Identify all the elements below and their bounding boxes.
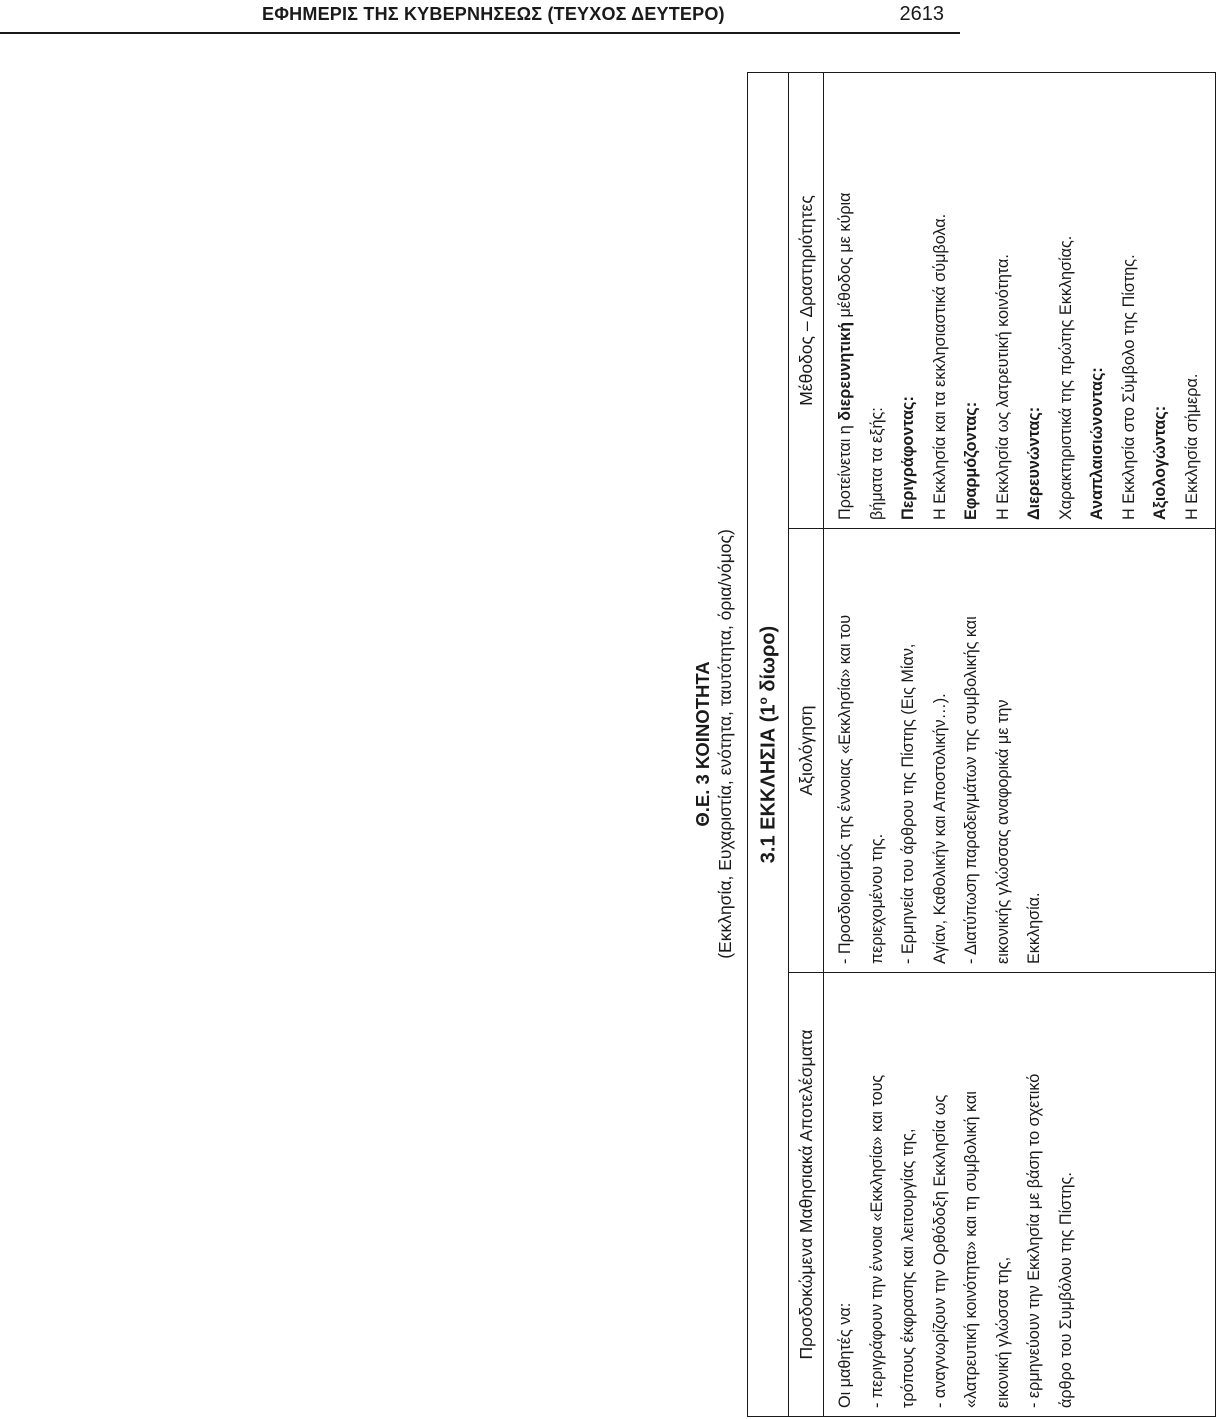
method-intro-line2: βήματα τα εξής:: [867, 407, 886, 520]
method-step-label: Αναπλαισιώνοντας:: [1088, 367, 1106, 520]
gazette-title: ΕΦΗΜΕΡΙΣ ΤΗΣ ΚΥΒΕΡΝΗΣΕΩΣ (ΤΕΥΧΟΣ ΔΕΥΤΕΡΟ): [262, 4, 725, 24]
assessment-line: Εκκλησία.: [1025, 892, 1043, 964]
method-step-text: Η Εκκλησία στο Σύμβολο της Πίστης.: [1119, 254, 1138, 520]
column-header-outcomes: Προσδοκώμενα Μαθησιακά Αποτελέσματα: [789, 973, 824, 1417]
method-step-text: Η Εκκλησία και τα εκκλησιαστικά σύμβολα.: [930, 213, 949, 520]
outcome-line: τρόπους έκφρασης και λειτουργίας της,: [899, 1128, 917, 1408]
method-intro-start: Προτείνεται η: [836, 420, 854, 520]
assessment-cell: [824, 529, 1216, 973]
header-rule: [0, 32, 960, 34]
assessment-line: περιεχομένου της.: [867, 833, 886, 964]
outcome-line: Οι μαθητές να:: [836, 1302, 854, 1408]
curriculum-table: [747, 72, 1216, 1417]
table-caption: [748, 73, 789, 1417]
column-header-assessment: Αξιολόγηση: [789, 529, 824, 973]
section-title: Θ.Ε. 3 ΚΟΙΝΟΤΗΤΑ: [692, 661, 713, 827]
outcome-line: εικονική γλώσσα της,: [993, 1256, 1012, 1408]
outcome-line: - περιγράφουν την έννοια «Εκκλησία» και τους: [867, 1074, 886, 1408]
outcome-line: - αναγνωρίζουν την Ορθόδοξη Εκκλησία ως: [930, 1094, 949, 1408]
caption-superscript: ο: [755, 697, 770, 705]
assessment-line: - Διατύπωση παραδειγμάτων της συμβολικής και: [962, 616, 980, 964]
method-step-label: Περιγράφοντας:: [899, 396, 917, 520]
method-intro-bold: διερευνητική: [836, 322, 854, 421]
method-step-text: Η Εκκλησία σήμερα.: [1182, 373, 1201, 520]
outcomes-cell: [824, 973, 1216, 1417]
caption-rest: δίωρο): [757, 625, 780, 698]
method-step-text: Η Εκκλησία ως λατρευτική κοινότητα.: [993, 254, 1012, 520]
outcome-line: - ερμηνεύουν την Εκκλησία με βάση το σχετικό: [1025, 1073, 1043, 1408]
section-subtitle: (Εκκλησία, Ευχαριστία, ενότητα, ταυτότητα, όρια/νόμος): [715, 529, 735, 959]
method-intro: [830, 81, 862, 520]
rotated-content: [640, 69, 1201, 1419]
assessment-line: εικονικής γλώσσας αναφορικά με την: [993, 699, 1012, 964]
method-step-label: Διερευνώντας:: [1025, 406, 1043, 520]
method-intro-end: μέθοδος με κύρια: [836, 192, 854, 323]
page-header: [0, 0, 960, 36]
assessment-line: Αγίαν, Καθολικήν και Αποστολικήν…).: [930, 693, 949, 964]
page-number: 2613: [899, 3, 944, 25]
method-cell: [824, 73, 1216, 529]
method-step-label: Αξιολογώντας:: [1151, 405, 1169, 520]
method-step-text: Χαρακτηριστικά της πρώτης Εκκλησίας.: [1056, 235, 1075, 520]
caption-main: 3.1 ΕΚΚΛΗΣΙΑ (1: [757, 704, 780, 864]
column-header-method: Μέθοδος – Δραστηριότητες: [789, 73, 824, 529]
assessment-line: - Ερμηνεία του άρθρου της Πίστης (Εις Μίαν,: [899, 643, 917, 964]
assessment-line: - Προσδιορισμός της έννοιας «Εκκλησία» και του: [836, 614, 854, 964]
outcome-line: «λατρευτική κοινότητα» και τη συμβολική και: [962, 1091, 980, 1408]
outcome-line: άρθρο του Συμβόλου της Πίστης.: [1056, 1172, 1075, 1408]
method-step-label: Εφαρμόζοντας:: [962, 401, 980, 520]
